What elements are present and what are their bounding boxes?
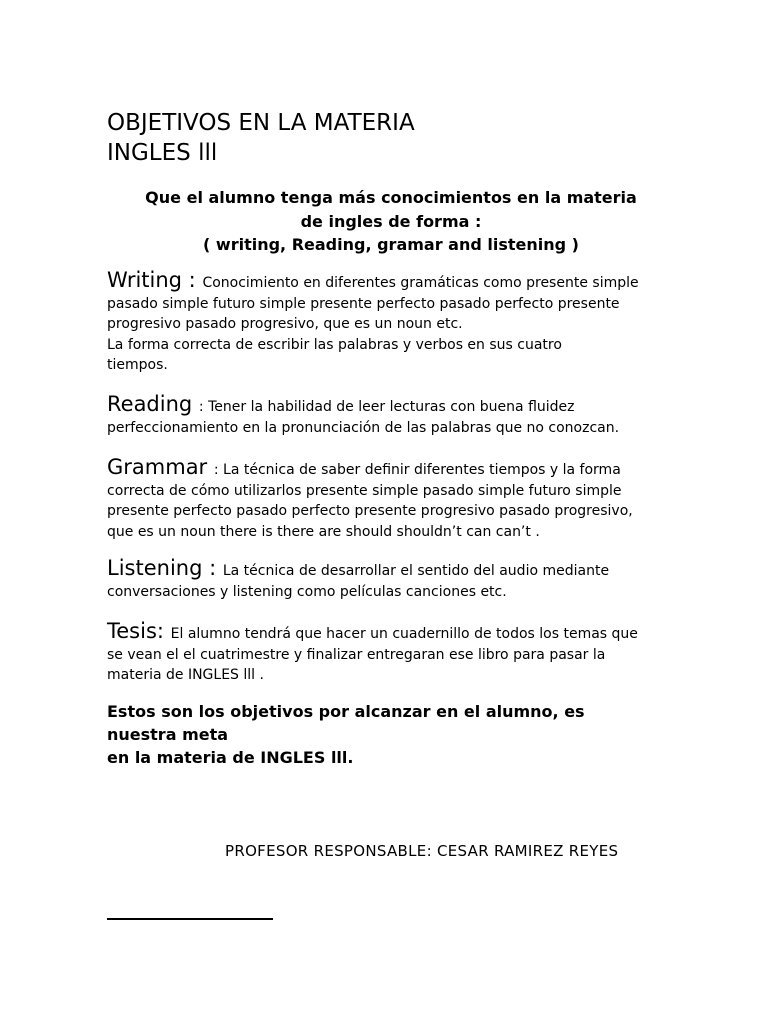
section-listening	[107, 558, 687, 602]
grammar-text-line-1: : La técnica de saber definir diferentes tiempos y la forma	[213, 462, 621, 478]
closing-statement	[107, 700, 585, 769]
objective-subtitle	[107, 186, 675, 257]
writing-text-line-3: progresivo pasado progresivo, que es un noun etc.	[107, 316, 463, 332]
writing-label: Writing :	[107, 268, 203, 292]
reading-text-line-1: : Tener la habilidad de leer lecturas con buena fluidez	[198, 399, 575, 415]
title-line-2: INGLES lll	[107, 140, 218, 166]
closing-line-1: Estos son los objetivos por alcanzar en el alumno, es	[107, 702, 585, 721]
reading-label: Reading	[107, 392, 199, 416]
grammar-text-line-4: que es un noun there is there are should shouldn’t can can’t .	[107, 523, 540, 540]
responsible-professor: PROFESOR RESPONSABLE: CESAR RAMIREZ REYES	[225, 842, 619, 860]
title-line-1: OBJETIVOS EN LA MATERIA	[107, 110, 415, 136]
writing-text-line-5: tiempos.	[107, 357, 168, 373]
writing-text-line-2: pasado simple futuro simple presente perfecto pasado perfecto presente	[107, 295, 620, 312]
closing-line-2: nuestra meta	[107, 725, 229, 744]
subtitle-line-3: ( writing, Reading, gramar and listening )	[203, 235, 579, 254]
listening-text-line-2: conversaciones y listening como películas canciones etc.	[107, 583, 507, 600]
listening-text-line-1: La técnica de desarrollar el sentido del audio mediante	[222, 563, 610, 579]
signature-line	[107, 918, 273, 920]
tesis-text-line-1: El alumno tendrá que hacer un cuadernillo de todos los temas que	[170, 626, 638, 642]
grammar-label: Grammar	[107, 455, 214, 479]
section-grammar	[107, 457, 687, 542]
grammar-text-line-3: presente perfecto pasado perfecto presente progresivo pasado progresivo,	[107, 503, 633, 519]
tesis-label: Tesis:	[107, 619, 171, 643]
writing-text-line-4: La forma correcta de escribir las palabras y verbos en sus cuatro	[107, 336, 562, 353]
writing-text-line-1: Conocimiento en diferentes gramáticas como presente simple	[202, 275, 639, 291]
subtitle-line-1: Que el alumno tenga más conocimientos en la materia	[145, 188, 637, 207]
section-reading	[107, 394, 687, 438]
section-tesis	[107, 621, 687, 686]
listening-label: Listening :	[107, 556, 223, 580]
subtitle-line-2: de ingles de forma :	[300, 211, 482, 231]
tesis-text-line-3: materia de INGLES lll .	[107, 667, 264, 683]
closing-line-3: en la materia de INGLES lll.	[107, 748, 354, 767]
reading-text-line-2: perfeccionamiento en la pronunciación de las palabras que no conozcan.	[107, 419, 620, 436]
tesis-text-line-2: se vean el el cuatrimestre y finalizar entregaran ese libro para pasar la	[107, 646, 606, 663]
section-writing	[107, 270, 687, 376]
document-title	[107, 108, 415, 168]
grammar-text-line-2: correcta de cómo utilizarlos presente simple pasado simple futuro simple	[107, 482, 622, 499]
